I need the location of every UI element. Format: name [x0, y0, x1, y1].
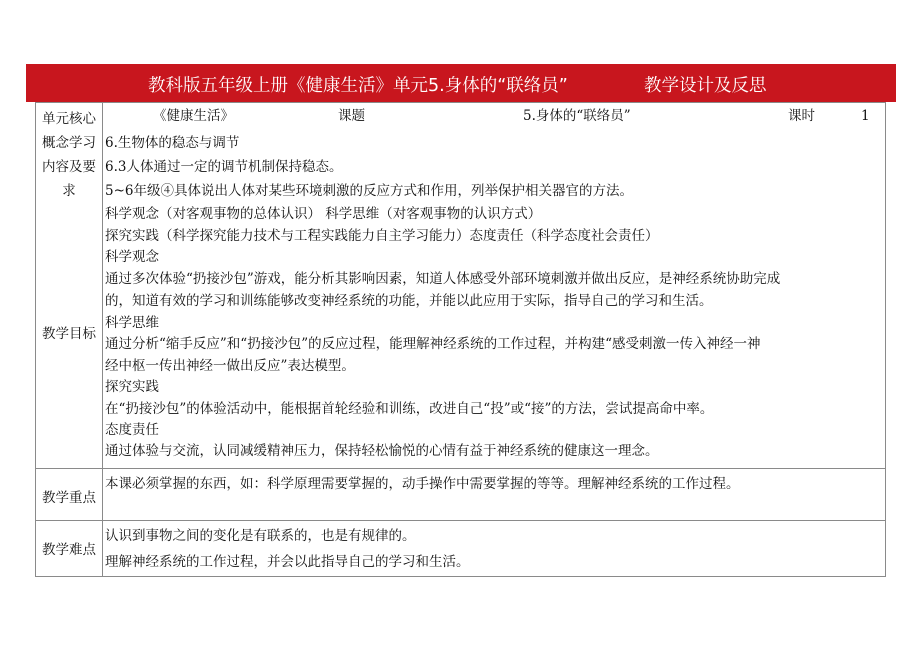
label-line: 求	[62, 183, 76, 199]
row-divider	[35, 102, 886, 103]
document-title: 教科版五年级上册《健康生活》单元5.身体的“联络员”	[148, 76, 568, 96]
column-divider	[102, 102, 103, 577]
unit-name: 《健康生活》	[153, 108, 234, 124]
content-line: 5~6年级④具体说出人体对某些环境刺激的反应方式和作用，列举保护相关器官的方法。	[105, 183, 633, 199]
key-points-text: 本课必须掌握的东西，如：科学原理需要掌握的，动手操作中需要掌握的等等。理解神经系统的工作过程。	[105, 476, 740, 492]
unit-concept-label	[36, 107, 102, 203]
goal-line: 探究实践	[105, 379, 159, 395]
label-line: 单元核心	[42, 111, 96, 127]
lesson-label: 课题	[338, 108, 365, 124]
column-divider	[885, 102, 886, 577]
lesson-title: 5.身体的“联络员”	[523, 108, 631, 124]
goal-line: 通过分析“缩手反应”和“扔接沙包”的反应过程，能理解神经系统的工作过程，并构建“感受刺激一传入神经一神	[105, 336, 761, 352]
goal-line: 科学思维	[105, 315, 159, 331]
lesson-table	[35, 102, 886, 577]
goal-line: 的，知道有效的学习和训练能够改变神经系统的功能，并能以此应用于实际，指导自己的学习和生活。	[105, 293, 713, 309]
document-subtitle: 教学设计及反思	[644, 76, 767, 96]
row-divider	[35, 468, 886, 469]
goal-line: 通过体验与交流，认同减缓精神压力，保持轻松愉悦的心情有益于神经系统的健康这一理念。	[105, 443, 659, 459]
difficulties-label: 教学难点	[42, 542, 96, 558]
goal-line: 科学观念	[105, 249, 159, 265]
goal-line: 通过多次体验“扔接沙包”游戏，能分析其影响因素，知道人体感受外部环境刺激并做出反应，是神经系统协助完成	[105, 271, 781, 287]
title-banner	[26, 64, 896, 102]
difficulty-line: 认识到事物之间的变化是有联系的，也是有规律的。	[105, 528, 416, 544]
goal-line: 科学观念（对客观事物的总体认识） 科学思维（对客观事物的认识方式）	[105, 206, 542, 222]
goal-line: 经中枢一传出神经一做出反应”表达模型。	[105, 358, 355, 374]
row-divider	[35, 576, 886, 577]
content-line: 6.生物体的稳态与调节	[105, 135, 240, 151]
goal-line: 在“扔接沙包”的体验活动中，能根据首轮经验和训练，改进自己“投”或“接”的方法，尝试提高命中率。	[105, 401, 714, 417]
key-points-label: 教学重点	[42, 490, 96, 506]
period-value: 1	[861, 108, 870, 124]
goal-line: 探究实践（科学探究能力技术与工程实践能力自主学习能力）态度责任（科学态度社会责任）	[105, 228, 659, 244]
goal-line: 态度责任	[105, 422, 159, 438]
row-divider	[35, 520, 886, 521]
difficulty-line: 理解神经系统的工作过程，并会以此指导自己的学习和生活。	[105, 554, 470, 570]
teaching-goals-label: 教学目标	[42, 326, 96, 342]
content-line: 6.3人体通过一定的调节机制保持稳态。	[105, 159, 343, 175]
period-label: 课时	[788, 108, 815, 124]
label-line: 概念学习	[42, 135, 96, 151]
label-line: 内容及要	[42, 159, 96, 175]
